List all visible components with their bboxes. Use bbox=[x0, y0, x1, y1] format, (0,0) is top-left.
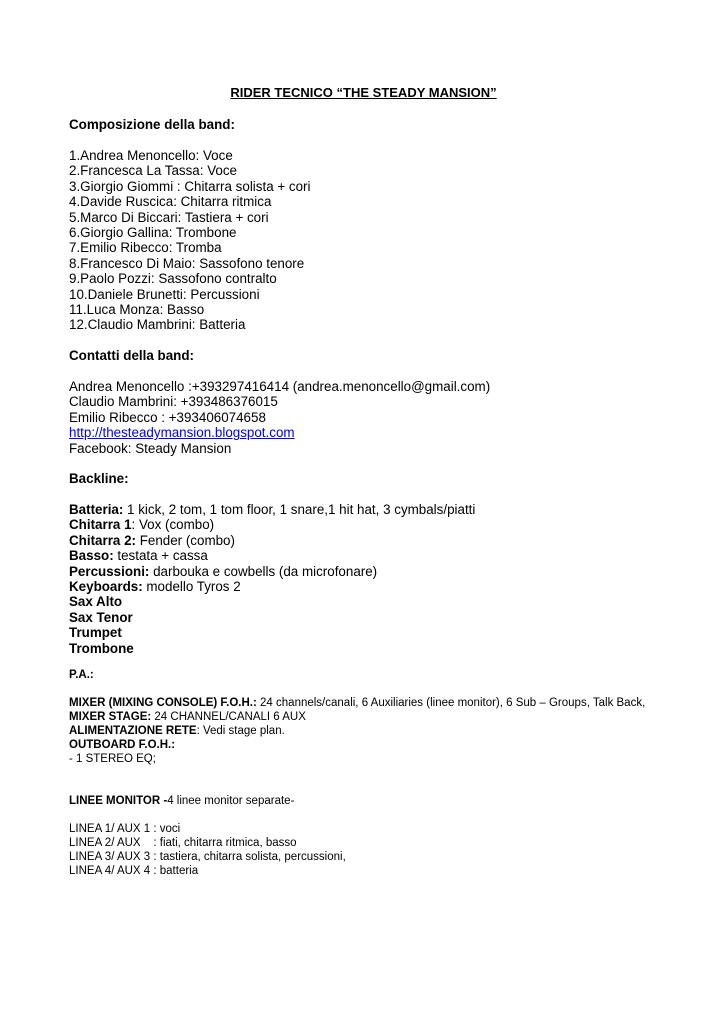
blog-link[interactable]: http://thesteadymansion.blogspot.com bbox=[69, 425, 295, 441]
contact-line: Claudio Mambrini: +393486376015 bbox=[69, 394, 278, 410]
facebook-line: Facebook: Steady Mansion bbox=[69, 440, 232, 456]
members-list bbox=[69, 148, 669, 333]
pa-heading: P.A.: bbox=[69, 669, 94, 681]
member-item: 11.Luca Monza: Basso bbox=[69, 302, 205, 318]
member-item: 12.Claudio Mambrini: Batteria bbox=[69, 317, 246, 333]
monitor-line: LINEA 1/ AUX 1 : voci bbox=[69, 823, 181, 835]
backline-item: Trumpet bbox=[69, 625, 122, 641]
member-item: 1.Andrea Menoncello: Voce bbox=[69, 148, 233, 163]
member-item: 8.Francesco Di Maio: Sassofono tenore bbox=[69, 255, 305, 271]
monitor-line: LINEA 4/ AUX 4 : batteria bbox=[69, 864, 199, 877]
backline-item: Sax Alto bbox=[69, 594, 123, 610]
backline-item: Sax Tenor bbox=[69, 609, 133, 625]
backline-item: Percussioni: darbouka e cowbells (da microfonare) bbox=[69, 563, 378, 579]
member-item: 10.Daniele Brunetti: Percussioni bbox=[69, 286, 260, 302]
member-item: 3.Giorgio Giommi : Chitarra solista + cori bbox=[69, 178, 311, 194]
monitor-heading: LINEE MONITOR -4 linee monitor separate- bbox=[69, 795, 295, 807]
backline-item: Chitarra 2: Fender (combo) bbox=[69, 532, 235, 548]
contacts-heading: Contatti della band: bbox=[69, 348, 194, 363]
page-title: RIDER TECNICO “THE STEADY MANSION” bbox=[230, 85, 497, 100]
member-item: 6.Giorgio Gallina: Trombone bbox=[69, 225, 237, 241]
contact-line: Andrea Menoncello :+393297416414 (andrea.menoncello@gmail.com) bbox=[69, 379, 491, 394]
monitor-line: LINEA 3/ AUX 3 : tastiera, chitarra solista, percussioni, bbox=[69, 850, 346, 863]
member-item: 7.Emilio Ribecco: Tromba bbox=[69, 240, 222, 256]
member-item: 5.Marco Di Biccari: Tastiera + cori bbox=[69, 209, 269, 225]
outboard-line: - 1 STEREO EQ; bbox=[69, 752, 156, 765]
backline-item: Trombone bbox=[69, 640, 134, 656]
contact-line: Emilio Ribecco : +393406074658 bbox=[69, 409, 266, 425]
backline-item: Chitarra 1: Vox (combo) bbox=[69, 517, 215, 533]
composition-heading: Composizione della band: bbox=[69, 117, 235, 132]
monitor-line: LINEA 2/ AUX : fiati, chitarra ritmica, basso bbox=[69, 836, 297, 849]
backline-list bbox=[69, 502, 669, 656]
monitor-lines bbox=[69, 823, 669, 879]
mixer-stage-line: MIXER STAGE: 24 CHANNEL/CANALI 6 AUX bbox=[69, 710, 306, 723]
mixer-foh-line: MIXER (MIXING CONSOLE) F.O.H.: 24 channels/canali, 6 Auxiliaries (linee monitor), 6 Sub – Groups, Talk Back, bbox=[69, 697, 646, 709]
backline-item: Keyboards: modello Tyros 2 bbox=[69, 579, 241, 595]
pa-specs bbox=[69, 697, 659, 767]
backline-heading: Backline: bbox=[69, 471, 129, 486]
member-item: 4.Davide Ruscica: Chitarra ritmica bbox=[69, 194, 272, 210]
member-item: 2.Francesca La Tassa: Voce bbox=[69, 163, 237, 179]
member-item: 9.Paolo Pozzi: Sassofono contralto bbox=[69, 271, 277, 287]
contacts-list bbox=[69, 379, 669, 456]
backline-item: Batteria: 1 kick, 2 tom, 1 tom floor, 1 snare,1 hit hat, 3 cymbals/piatti bbox=[69, 502, 476, 517]
backline-item: Basso: testata + cassa bbox=[69, 548, 208, 564]
outboard-heading: OUTBOARD F.O.H.: bbox=[69, 738, 176, 751]
power-line: ALIMENTAZIONE RETE: Vedi stage plan. bbox=[69, 724, 285, 737]
